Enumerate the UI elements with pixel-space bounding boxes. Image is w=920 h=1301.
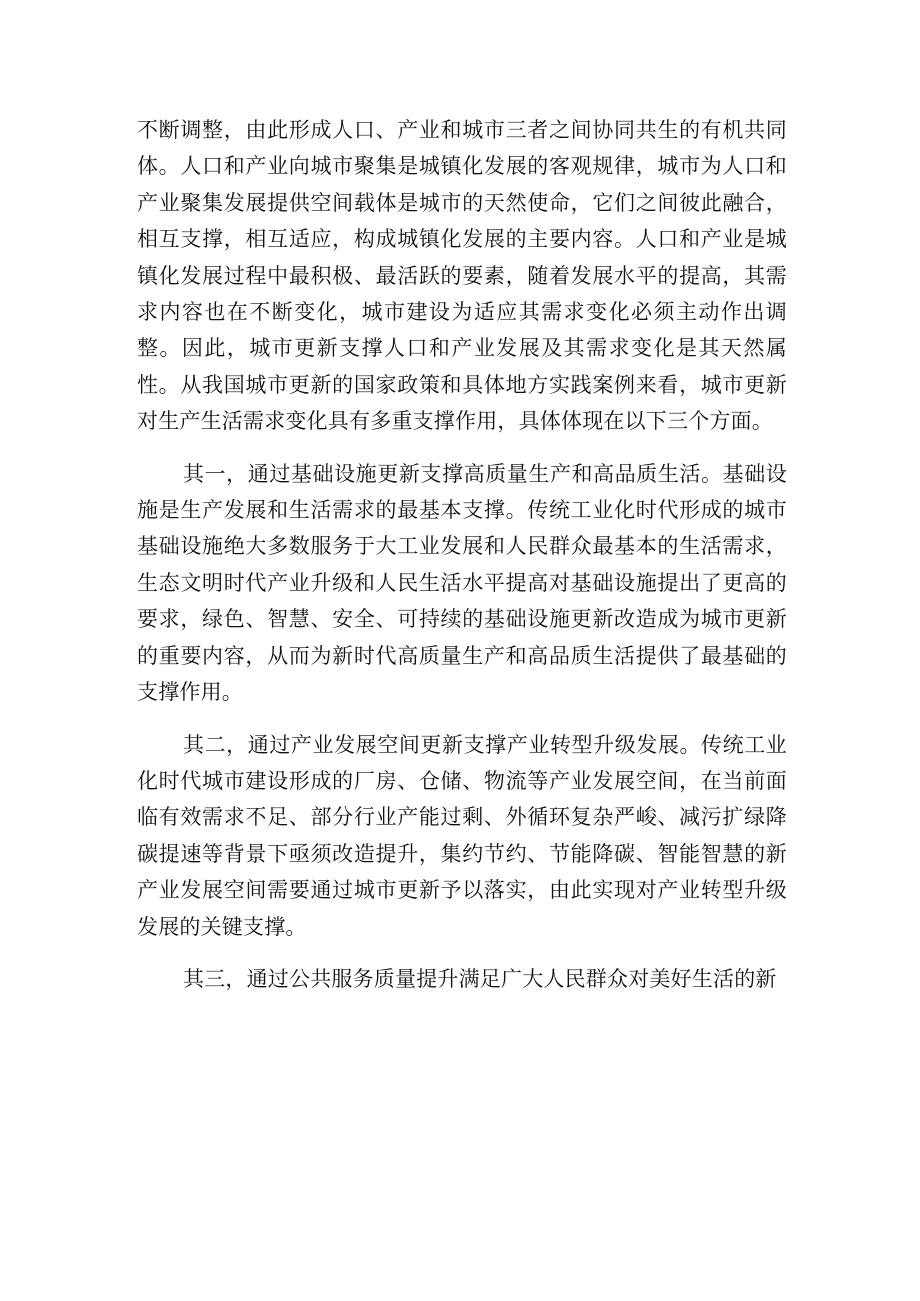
paragraph-continuation: 不断调整，由此形成人口、产业和城市三者之间协同共生的有机共同体。人口和产业向城市聚集是城镇化发展的客观规律，城市为人口和产业聚集发展提供空间载体是城市的天然使命，它们之间彼此融合，相互支撑，相互适应，构成城镇化发展的主要内容。人口和产业是城镇化发展过程中最积极、最活跃的要素，随着发展水平的提高，其需求内容也在不断变化，城市建设为适应其需求变化必须主动作出调整。因此，城市更新支撑人口和产业发展及其需求变化是其天然属性。从我国城市更新的国家政策和具体地方实践案例来看，城市更新对生产生活需求变化具有多重支撑作用，具体体现在以下三个方面。 [137, 118, 787, 434]
paragraph-point-three: 其三，通过公共服务质量提升满足广大人民群众对美好生活的新 [183, 966, 777, 991]
paragraph-point-two: 其二，通过产业发展空间更新支撑产业转型升级发展。传统工业化时代城市建设形成的厂房、仓储、物流等产业发展空间，在当前面临有效需求不足、部分行业产能过剩、外循环复杂严峻、减污扩绿降碳提速等背景下亟须改造提升，集约节约、节能降碳、智能智慧的新产业发展空间需要通过城市更新予以落实，由此实现对产业转型升级发展的关键支撑。 [137, 732, 787, 939]
document-body [137, 112, 787, 1013]
paragraph-point-one: 其一，通过基础设施更新支撑高质量生产和高品质生活。基础设施是生产发展和生活需求的最基本支撑。传统工业化时代形成的城市基础设施绝大多数服务于大工业发展和人民群众最基本的生活需求，生态文明时代产业升级和人民生活水平提高对基础设施提出了更高的要求，绿色、智慧、安全、可持续的基础设施更新改造成为城市更新的重要内容，从而为新时代高质量生产和高品质生活提供了最基础的支撑作用。 [137, 461, 787, 705]
